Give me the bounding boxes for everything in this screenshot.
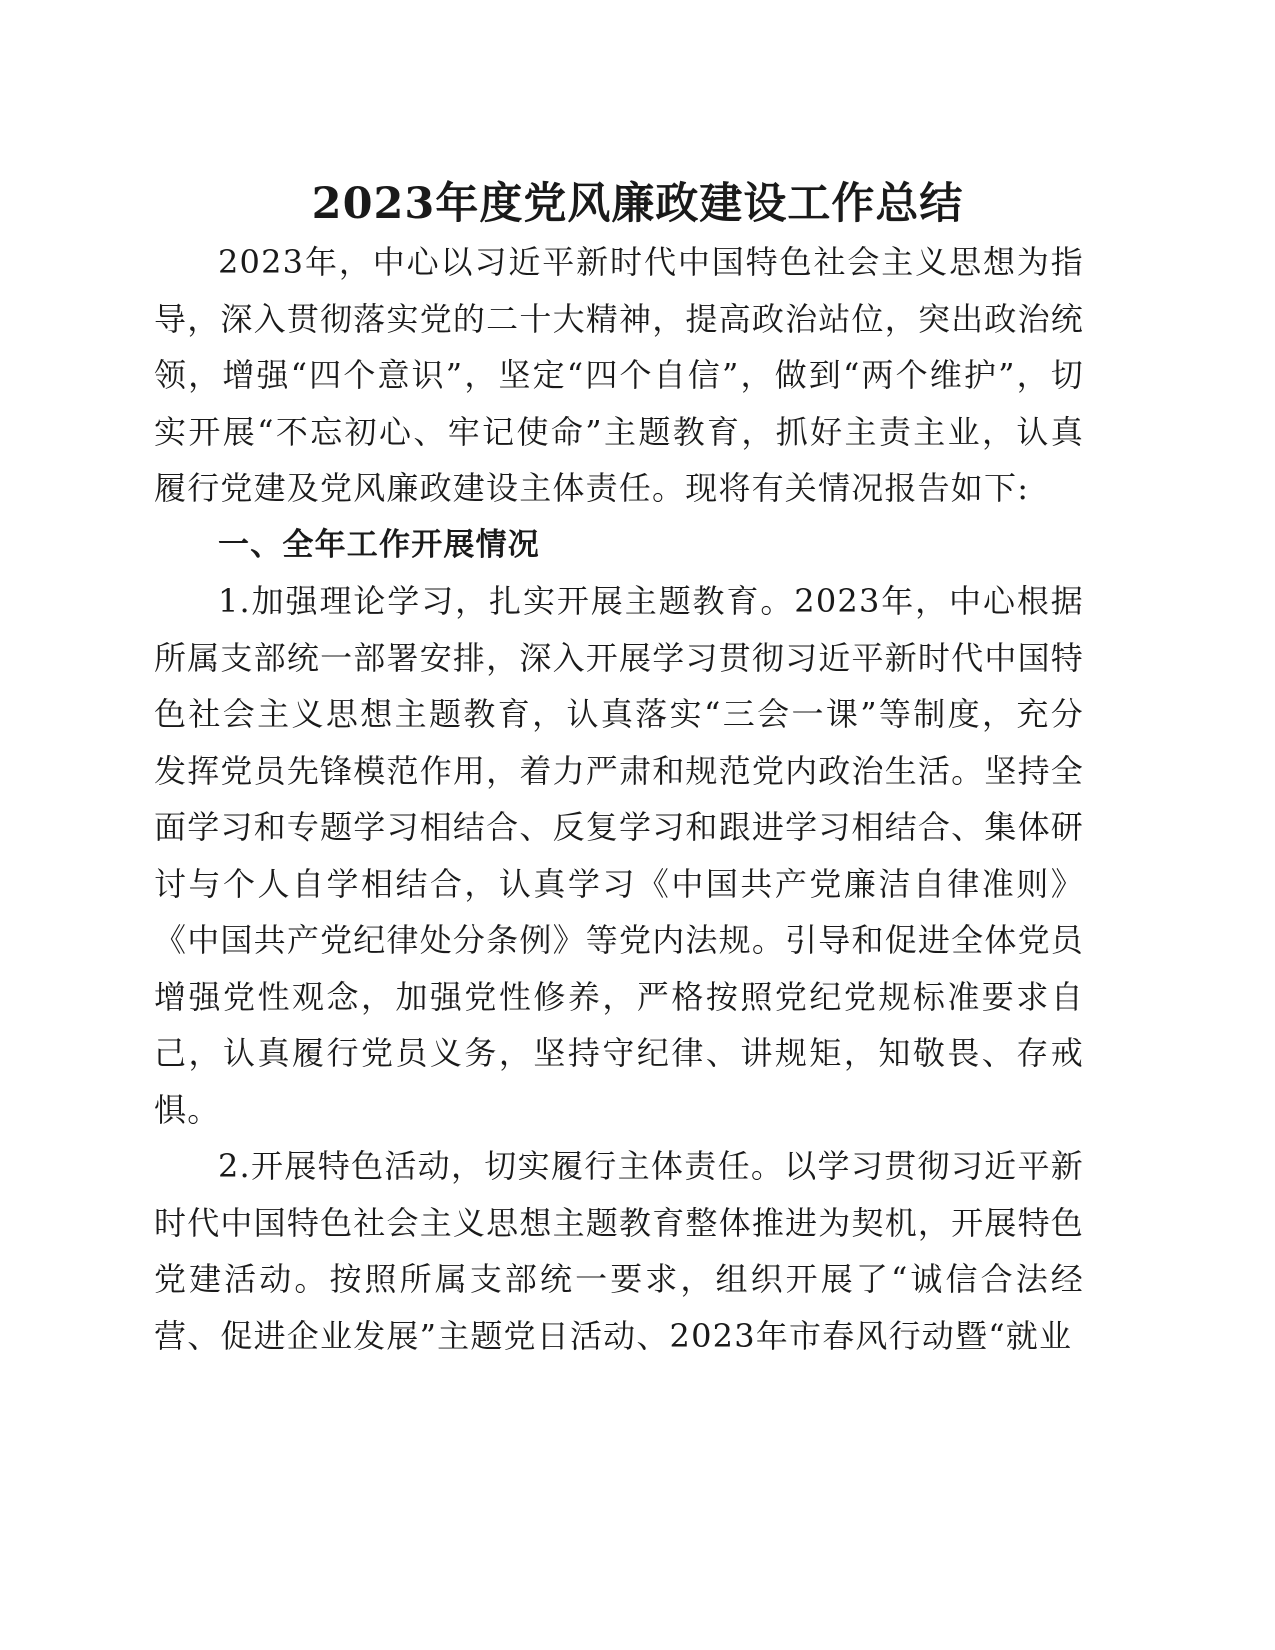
- intro-paragraph: 2023年，中心以习近平新时代中国特色社会主义思想为指导，深入贯彻落实党的二十大精神，提高政治站位，突出政治统领，增强“四个意识”，坚定“四个自信”，做到“两个维护”，切实开展“不忘初心、牢记使命”主题教育，抓好主责主业，认真履行党建及党风廉政建设主体责任。现将有关情况报告如下:: [154, 243, 1084, 507]
- document-body: [154, 234, 1084, 1364]
- item-1-paragraph: 1.加强理论学习，扎实开展主题教育。2023年，中心根据所属支部统一部署安排，深入开展学习贯彻习近平新时代中国特色社会主义思想主题教育，认真落实“三会一课”等制度，充分发挥党员先锋模范作用，着力严肃和规范党内政治生活。坚持全面学习和专题学习相结合、反复学习和跟进学习相结合、集体研讨与个人自学相结合，认真学习《中国共产党廉洁自律准则》《中国共产党纪律处分条例》等党内法规。引导和促进全体党员增强党性观念，加强党性修养，严格按照党纪党规标准要求自己，认真履行党员义务，坚持守纪律、讲规矩，知敬畏、存戒惧。: [154, 582, 1084, 1129]
- section-heading-1: 一、全年工作开展情况: [218, 526, 540, 563]
- item-2-paragraph: 2.开展特色活动，切实履行主体责任。以学习贯彻习近平新时代中国特色社会主义思想主题教育整体推进为契机，开展特色党建活动。按照所属支部统一要求，组织开展了“诚信合法经营、促进企业发展”主题党日活动、2023年市春风行动暨“就业: [154, 1147, 1084, 1355]
- document-title: 2023年度党风廉政建设工作总结: [311, 179, 964, 229]
